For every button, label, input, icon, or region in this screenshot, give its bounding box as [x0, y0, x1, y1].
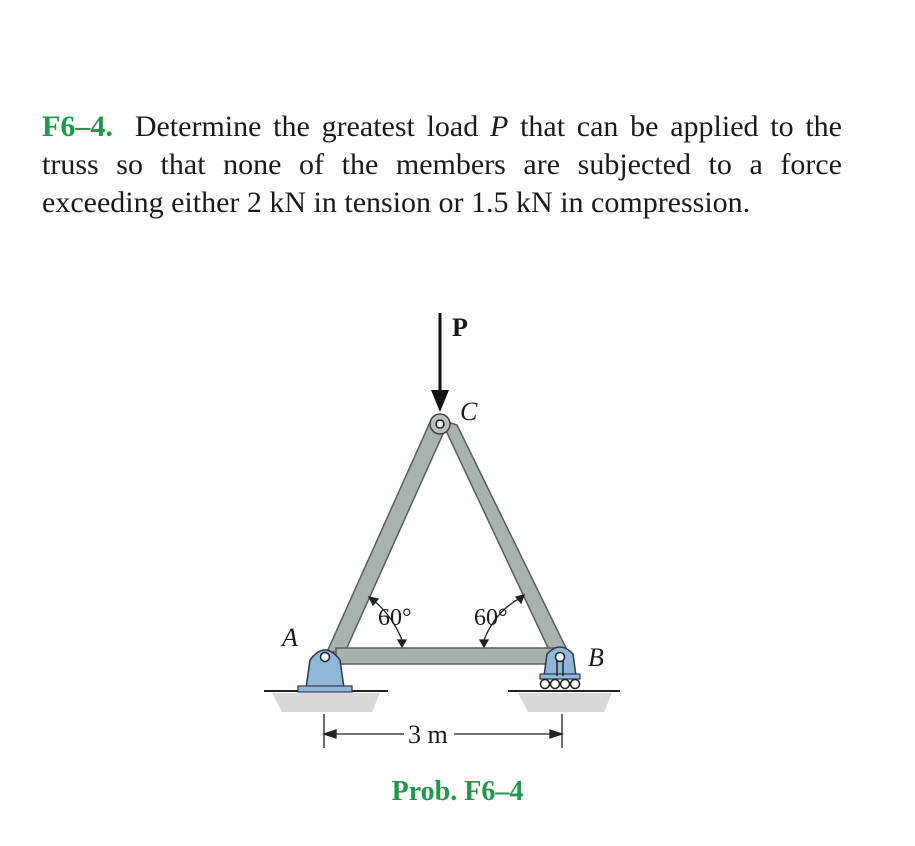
- load-label: P: [452, 313, 468, 342]
- problem-text-1: Determine the greatest load: [134, 110, 490, 143]
- angle-right-label: 60°: [474, 605, 508, 631]
- ground-b: [508, 691, 620, 712]
- angle-left-label: 60°: [378, 605, 412, 631]
- problem-text-2: that can be applied to the truss so that none of the members are subjected to a force exceeding either 2 kN in tension or 1.5 kN in compression.: [42, 110, 842, 219]
- joint-c-label: C: [460, 397, 478, 426]
- dimension-label: 3 m: [408, 720, 448, 749]
- joint-c-pin: [430, 414, 450, 434]
- joint-b-label: B: [588, 643, 604, 672]
- joint-a-label: A: [282, 623, 298, 652]
- problem-number: F6–4.: [42, 110, 113, 143]
- member-ab: [336, 648, 558, 664]
- load-symbol: P: [490, 110, 509, 143]
- ground-a: [264, 691, 388, 712]
- load-arrow: [431, 313, 449, 412]
- figure-caption: Prob. F6–4: [391, 776, 524, 807]
